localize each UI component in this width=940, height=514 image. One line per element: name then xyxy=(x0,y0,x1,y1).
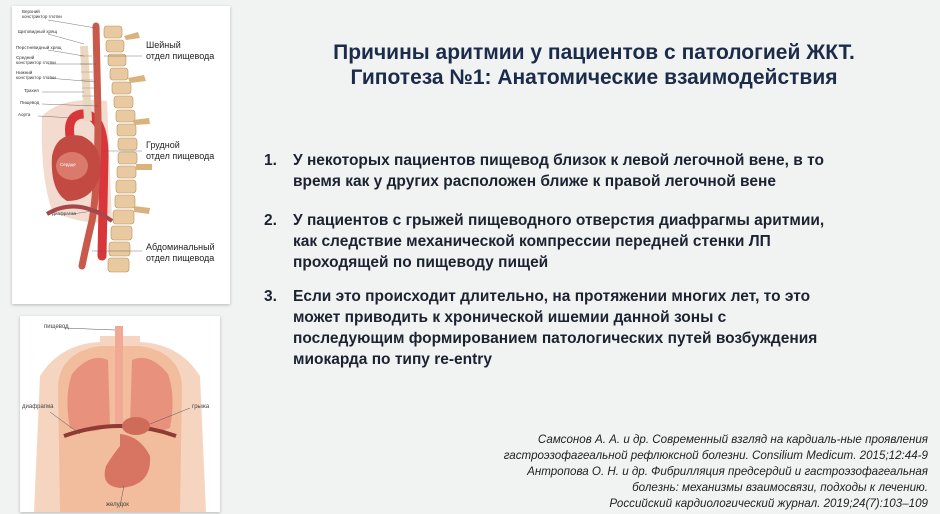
label-diaphragm: Диафрагма xyxy=(52,211,77,216)
list-item-number: 2. xyxy=(264,212,277,229)
list-item-number: 3. xyxy=(264,288,277,305)
reference-line: Российский кардиологический журнал. 2019;24(7):103–109 xyxy=(609,497,928,510)
label-middle-constrictor-2: констриктор глотки xyxy=(16,60,56,65)
label-lower-constrictor-1: Нижний xyxy=(16,70,33,75)
label-heart: Сердце xyxy=(60,162,76,167)
reference-line: Самсонов А. А. и др. Современный взгляд на кардиаль-ные проявления xyxy=(537,433,928,446)
list-item xyxy=(264,286,817,370)
label-aorta: Аорта xyxy=(18,112,31,117)
list-item-line: последующим формированием патологических путей возбуждения xyxy=(293,330,818,347)
reference-line: Антропова О. Н. и др. Фибрилляция предсердий и гастроэзофагеальная xyxy=(527,465,928,478)
reference-line: гастроэзофагеальной рефлюксной болезни. Consilium Medicum. 2015;12:44-9 xyxy=(503,449,928,462)
segment-abdominal: Абдоминальный отдел пищевода xyxy=(146,242,215,263)
esophagus-sagittal-illustration xyxy=(12,6,230,304)
list-item-number: 1. xyxy=(264,152,277,169)
label-diaphragm-bottom: диафрагма xyxy=(22,404,54,410)
title-line-2: Гипотеза №1: Анатомические взаимодействия xyxy=(350,66,838,89)
slide-title xyxy=(248,40,940,90)
list-item xyxy=(264,150,824,192)
list-item-line: У некоторых пациентов пищевод близок к левой легочной вене, в то xyxy=(293,152,824,169)
list-item-line: может приводить к хронической ишемии данной зоны с xyxy=(293,309,727,326)
hiatal-hernia-illustration xyxy=(20,316,220,512)
list-item-line: У пациентов с грыжей пищеводного отверстия диафрагмы аритмии, xyxy=(293,212,825,229)
list-item-line: миокарда по типу re-entry xyxy=(293,351,492,368)
label-hernia: грыжа xyxy=(192,404,210,410)
list-item-line: как следствие механической компрессии передней стенки ЛП xyxy=(293,233,771,250)
label-middle-constrictor-1: Средний xyxy=(16,55,35,60)
list-item-line: время как у других расположен ближе к правой легочной вене xyxy=(293,173,776,190)
label-trachea: Трахея xyxy=(24,88,39,93)
hiatal-hernia-drawing xyxy=(20,316,220,512)
label-esophagus: Пищевод xyxy=(20,100,40,105)
label-upper-constrictor-2: констриктор глотки xyxy=(22,14,62,19)
label-stomach: желудок xyxy=(106,502,129,508)
reference-line: болезнь: механизмы взаимосвязи, подходы к лечению. xyxy=(632,481,928,494)
references xyxy=(408,432,928,512)
label-cricoid-cartilage: Перстневидный хрящ xyxy=(16,45,62,50)
segment-cervical: Шейный отдел пищевода xyxy=(146,40,215,61)
title-line-1: Причины аритмии у пациентов с патологией ЖКТ. xyxy=(333,41,855,64)
label-esophagus-bottom: пищевод xyxy=(44,324,69,330)
label-thyroid-cartilage: Щитовидный хрящ xyxy=(18,29,58,34)
list-item-line: Если это происходит длительно, на протяжении многих лет, то это xyxy=(293,288,811,305)
list-item-line: проходящей по пищеводу пищей xyxy=(293,254,549,271)
segment-thoracic: Грудной отдел пищевода xyxy=(146,140,215,161)
label-upper-constrictor-1: Верхний xyxy=(22,9,40,14)
label-lower-constrictor-2: констриктор глотки xyxy=(16,75,56,80)
list-item xyxy=(264,210,824,273)
